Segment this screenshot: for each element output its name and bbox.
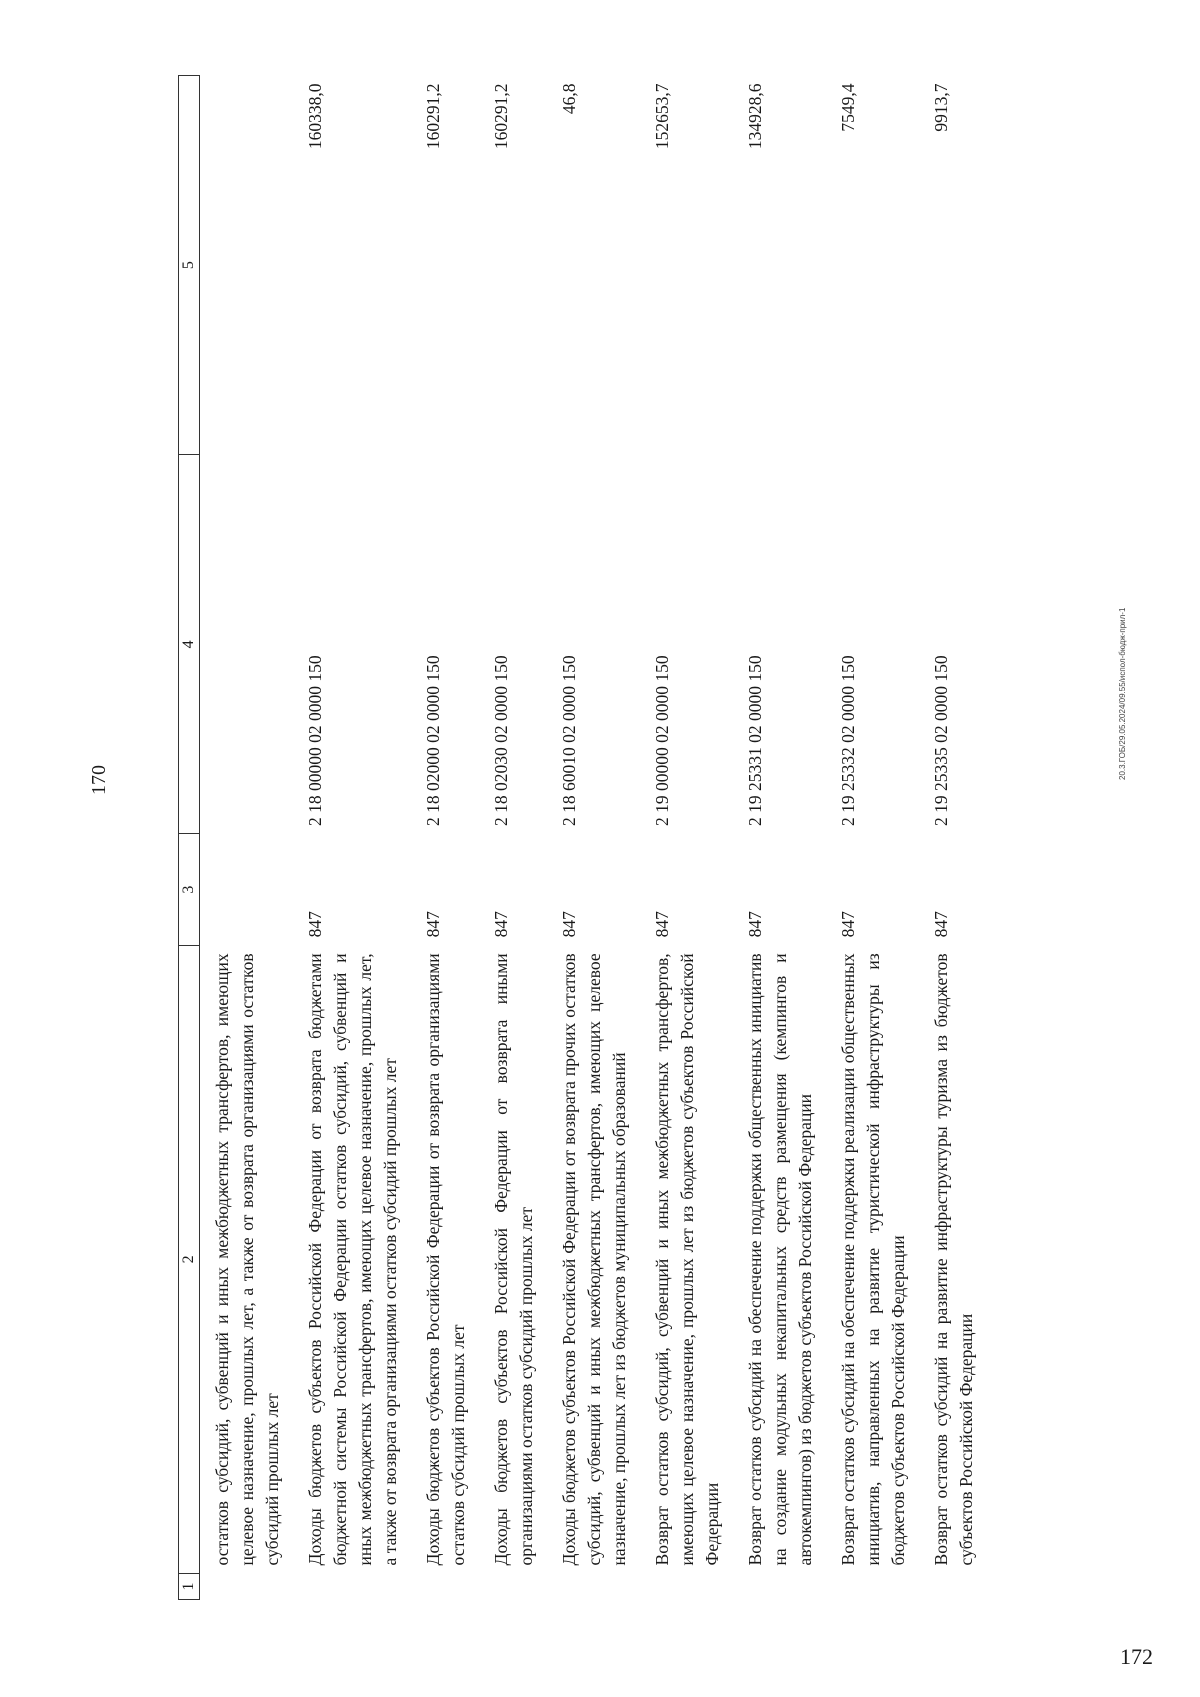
cell-index bbox=[200, 1573, 294, 1599]
table-row bbox=[919, 76, 987, 1600]
cell-name: Доходы бюджетов субъектов Российской Федерации от возврата бюджетами бюджетной системы Российской Федерации остатков субсидий, субвенций и иных межбюджетных трансфертов, имеющих целевое назначение, прошлых лет, а также от возврата организациями остатков субсидий прошлых лет bbox=[305, 953, 400, 1566]
cell-code: 2 19 25331 02 0000 150 bbox=[745, 655, 765, 826]
table-row bbox=[826, 76, 919, 1600]
cell-code: 2 18 02030 02 0000 150 bbox=[491, 655, 511, 826]
cell-name: Возврат остатков субсидий на развитие инфраструктуры туризма из бюджетов субъектов Российской Федерации bbox=[931, 953, 976, 1566]
header-col-5: 5 bbox=[179, 76, 200, 455]
cell-index bbox=[547, 1573, 640, 1599]
rotated-page-content bbox=[178, 75, 1093, 1600]
cell-index bbox=[411, 1573, 479, 1599]
sheet-number: 172 bbox=[1120, 1644, 1153, 1669]
cell-amount: 134928,6 bbox=[745, 83, 765, 150]
cell-admin: 847 bbox=[838, 911, 858, 938]
footer-stamp: 20.3.ГОБ/29.05.2024/09.55/испол-бюдж-прил-1 bbox=[1118, 607, 1127, 780]
cell-admin: 847 bbox=[745, 911, 765, 938]
table-row bbox=[547, 76, 640, 1600]
header-col-2: 2 bbox=[179, 945, 200, 1573]
cell-code: 2 18 00000 02 0000 150 bbox=[305, 655, 325, 826]
cell-name: остатков субсидий, субвенций и иных межбюджетных трансфертов, имеющих целевое назначение, прошлых лет, а также от возврата организациями остатков субсидий прошлых лет bbox=[212, 953, 282, 1566]
cell-name: Доходы бюджетов субъектов Российской Федерации от возврата организациями остатков субсидий прошлых лет bbox=[423, 953, 468, 1566]
table-row bbox=[479, 76, 547, 1600]
cell-amount: 152653,7 bbox=[652, 83, 672, 150]
table-header-row bbox=[179, 76, 200, 1600]
cell-amount: 46,8 bbox=[559, 83, 579, 115]
cell-code: 2 18 02000 02 0000 150 bbox=[423, 655, 443, 826]
header-col-4: 4 bbox=[179, 455, 200, 834]
cell-amount: 9913,7 bbox=[931, 83, 951, 132]
cell-index bbox=[293, 1573, 411, 1599]
cell-index bbox=[919, 1573, 987, 1599]
cell-amount: 160338,0 bbox=[305, 83, 325, 150]
cell-code: 2 19 25335 02 0000 150 bbox=[931, 655, 951, 826]
cell-admin: 847 bbox=[423, 911, 443, 938]
header-col-3: 3 bbox=[179, 834, 200, 945]
cell-admin: 847 bbox=[931, 911, 951, 938]
cell-name: Возврат остатков субсидий на обеспечение поддержки реализации общественных инициатив, направленных на развитие туристической инфраструктуры из бюджетов субъектов Российской Федерации bbox=[838, 953, 908, 1566]
cell-admin: 847 bbox=[305, 911, 325, 938]
cell-amount bbox=[200, 76, 294, 455]
cell-name: Доходы бюджетов субъектов Российской Федерации от возврата иными организациями остатков субсидий прошлых лет bbox=[491, 953, 536, 1566]
cell-admin: 847 bbox=[491, 911, 511, 938]
cell-index bbox=[640, 1573, 733, 1599]
cell-amount: 160291,2 bbox=[423, 83, 443, 150]
table-row bbox=[733, 76, 826, 1600]
header-col-1: 1 bbox=[179, 1573, 200, 1599]
cell-admin bbox=[200, 834, 294, 945]
cell-name: Доходы бюджетов субъектов Российской Федерации от возврата прочих остатков субсидий, субвенций и иных межбюджетных трансфертов, имеющих целевое назначение, прошлых лет из бюджетов муниципальных образований bbox=[559, 953, 629, 1566]
table-row bbox=[293, 76, 411, 1600]
cell-amount: 7549,4 bbox=[838, 83, 858, 132]
cell-code: 2 19 25332 02 0000 150 bbox=[838, 655, 858, 826]
table-row bbox=[200, 76, 294, 1600]
table-row bbox=[640, 76, 733, 1600]
cell-name: Возврат остатков субсидий, субвенций и иных межбюджетных трансфертов, имеющих целевое назначение, прошлых лет из бюджетов субъектов Российской Федерации bbox=[652, 953, 722, 1566]
cell-index bbox=[826, 1573, 919, 1599]
cell-admin: 847 bbox=[652, 911, 672, 938]
budget-revenue-table bbox=[178, 75, 987, 1600]
cell-code: 2 19 00000 02 0000 150 bbox=[652, 655, 672, 826]
cell-amount: 160291,2 bbox=[491, 83, 511, 150]
cell-index bbox=[733, 1573, 826, 1599]
page-number: 170 bbox=[88, 765, 110, 795]
cell-index bbox=[479, 1573, 547, 1599]
cell-name: Возврат остатков субсидий на обеспечение поддержки общественных инициатив на создание модульных некапитальных средств размещения (кемпингов и автокемпингов) из бюджетов субъектов Российской Федерации bbox=[745, 953, 815, 1566]
cell-code bbox=[200, 455, 294, 834]
cell-admin: 847 bbox=[559, 911, 579, 938]
cell-code: 2 18 60010 02 0000 150 bbox=[559, 655, 579, 826]
table-row bbox=[411, 76, 479, 1600]
